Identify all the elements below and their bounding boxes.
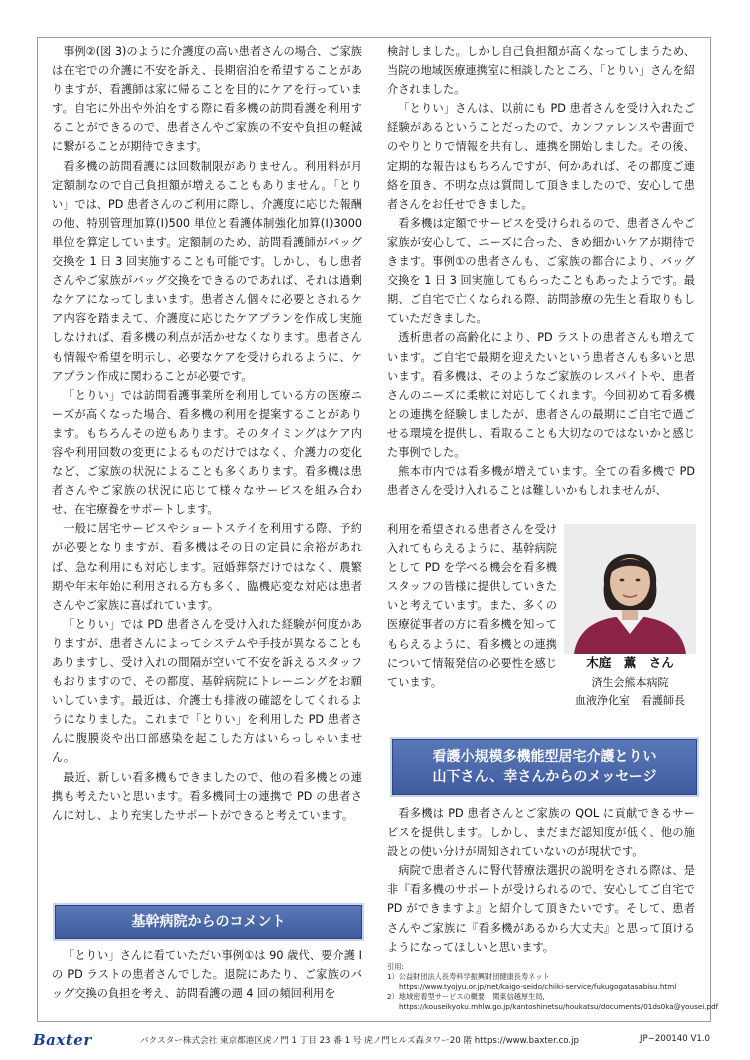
right-column [387,42,695,500]
paragraph: 看多機の訪問看護には回数制限がありません。利用料が月定額制なので自己負担額が増えることもありません。「とりい」では、PD 患者さんのご利用に際し、介護度に応じた報酬の他、特別管理加算(Ⅰ)500 単位と看護体制強化加算(Ⅰ)3000 単位を算定しています。定額制のため、訪問看護師がバッグ交換を 1 日 3 回実施することも可能です。しかし、もし患者さんやご家族がバッグ交換をできるのであれば、それは過剰なケアになってしまいます。患者さん個々に必要とされるケア内容を踏まえて、介護度に応じたケアプランを作成し実施しなければ、看多機の利点が活かせなくなります。患者さんも情報や希望を明示し、必要なケアを受けられるように、ケアプラン作成に関わることが必要です。 [52,159,362,383]
paragraph: 「とりい」さんは、以前にも PD 患者さんを受け入れたご経験があるということだったので、カンファレンスや書面でのやりとりで情報を共有し、連携を開始しました。その後、定期的な報告はもちろんですが、何かあれば、その都度ご連絡を頂き、不明な点は質問して頂きましたので、安心して患者さんをお任せできました。 [387,102,695,211]
baxter-logo: Baxter [33,1031,92,1049]
paragraph: 熊本市内では看多機が増えています。全ての看多機で PD 患者さんを受け入れることは難しいかもしれませんが、 [387,465,695,498]
reference-url[interactable]: https://kouseikyoku.mhlw.go.jp/kantoshinetsu/houkatsu/documents/01ds0ka@yousei.pdf [399,1002,719,1011]
left-column-bottom [52,946,362,1003]
person-caption [564,654,696,710]
person-department: 血液浄化室 看護師長 [575,694,685,707]
paragraph: 一般に居宅サービスやショートステイを利用する際、予約が必要となりますが、看多機はその日の定員に余裕があれば、急な利用にも対応します。冠婚葬祭だけではなく、農繁期や年末年始に利用される方も多く、臨機応変な対応は患者さんやご家族に喜ばれています。 [52,522,362,612]
portrait-illustration [564,524,696,654]
references-label: 引用: [387,962,404,971]
company-info: バクスター株式会社 東京都港区虎ノ門 1 丁目 23 番 1 号 虎ノ門ヒルズ森タワー20 階 https://www.baxter.co.jp [140,1036,579,1046]
section-title-line: 山下さん、幸さんからのメッセージ [432,769,657,785]
section-title-line: 看護小規模多機能型居宅介護とりい [432,749,657,765]
footer [0,1029,750,1051]
paragraph: 検討しました。しかし自己負担額が高くなってしまうため、当院の地域医療連携室に相談したところ、「とりい」さんを紹介されました。 [387,45,695,97]
paragraph: 透析患者の高齢化により、PD ラストの患者さんも増えています。ご自宅で最期を迎えたいという患者さんも多いと思います。看多機は、そのようなご家族のレスパイトや、患者さんのニーズに柔軟に対応してくれます。今回初めて看多機との連携を経験しましたが、患者さんの最期にご自宅で過ごせる環境を提供し、看取ることも大切なのではないかと感じた事例でした。 [387,331,695,459]
paragraph: 病院で患者さんに腎代替療法選択の説明をされる際は、是非『看多機のサポートが受けられるので、安心してご自宅で PD ができますよ』と紹介して頂きたいです。そして、患者さんやご家族に『看多機があるから大丈夫』と思って頂けるようになってほしいと思います。 [387,864,695,954]
section-title-hospital-comment: 基幹病院からのコメント [55,905,362,939]
person-affiliation: 済生会熊本病院 [591,676,669,689]
paragraph: 看多機は PD 患者さんとご家族の QOL に貢献できるサービスを提供します。しかし、まだまだ認知度が低く、他の施設との使い分けが周知されていないのが現状です。 [387,807,695,859]
document-code: JP−200140 V1.0 [639,1034,710,1044]
reference-item: 2）地域密着型サービスの概要 関東信越厚生局, [387,992,545,1001]
reference-item: 1）公益財団法人長寿科学振興財団健康長寿ネット [387,972,550,981]
paragraph: 「とりい」さんに看ていただい事例①は 90 歳代、要介護 I の PD ラストの患者さんでした。退院にあたり、ご家族のバッグ交換の負担を考え、訪問看護の週 4 回の頻回利用を [52,949,362,1001]
wrapped-paragraph [387,520,557,692]
reference-url[interactable]: https://www.tyojyu.or.jp/net/kaigo-seido/chiiki-service/fukugogatasabisu.html [399,982,677,991]
paragraph: 最近、新しい看多機もできましたので、他の看多機との連携も考えたいと思います。看多機同士の連携で PD の患者さんに対し、より充実したサポートができると考えています。 [52,770,362,822]
paragraph: 事例②(図 3)のように介護度の高い患者さんの場合、ご家族は在宅での介護に不安を訴え、長期宿泊を希望することがありますが、看護師は家に帰ることを目的にケアを行っています。自宅に外出や外泊をする際に看多機の訪問看護を利用することができるので、患者さんやご家族の不安や負担の軽減に繋がることが期待できます。 [52,45,362,154]
paragraph: 「とりい」では訪問看護事業所を利用している方の医療ニーズが高くなった場合、看多機の利用を提案することがあります。もちろんその逆もあります。そのタイミングはケア内容や利用回数の変更によるものだけではなく、介護力の変化など、ご家族の状況によることも多くあります。看多機は患者さんやご家族の状況に応じて様々なサービスを組み合わせ、在宅療養をサポートします。 [52,388,362,517]
paragraph: 利用を希望される患者さんを受け入れてもらえるように、基幹病院として PD を学べる機会を看多機スタッフの皆様に提供していきたいと考えています。また、多くの医療従事者の方に看多機を知ってもらえるように、看多機との連携について情報発信の必要性を感じています。 [387,523,557,689]
paragraph: 「とりい」では PD 患者さんを受け入れた経験が何度かありますが、患者さんによってシステムや手技が異なることもありますし、受け入れの間隔が空いて不安を訴えるスタッフもおりますので、その都度、基幹病院にトレーニングをお願いしています。最近は、介護士も排液の確認をしてくれるようになりました。これまで「とりい」を利用した PD 患者さんに腹膜炎や出口部感染を起こした方はいらっしゃいません。 [52,617,362,765]
right-column-bottom [387,804,695,957]
left-column [52,42,362,825]
references [387,962,719,1012]
portrait-photo [564,524,696,654]
paragraph: 看多機は定額でサービスを受けられるので、患者さんやご家族が安心して、ニーズに合った、きめ細かいケアが期待できます。事例①の患者さんも、ご家族の都合により、バッグ交換を 1 日 3 回実施してもらったこともあったようです。最期、ご自宅で亡くなられる際、訪問診療の先生と看取りもしていただきました。 [387,216,695,326]
person-name: 木庭 薫 さん [586,655,674,670]
section-title-tori-message [392,739,697,795]
